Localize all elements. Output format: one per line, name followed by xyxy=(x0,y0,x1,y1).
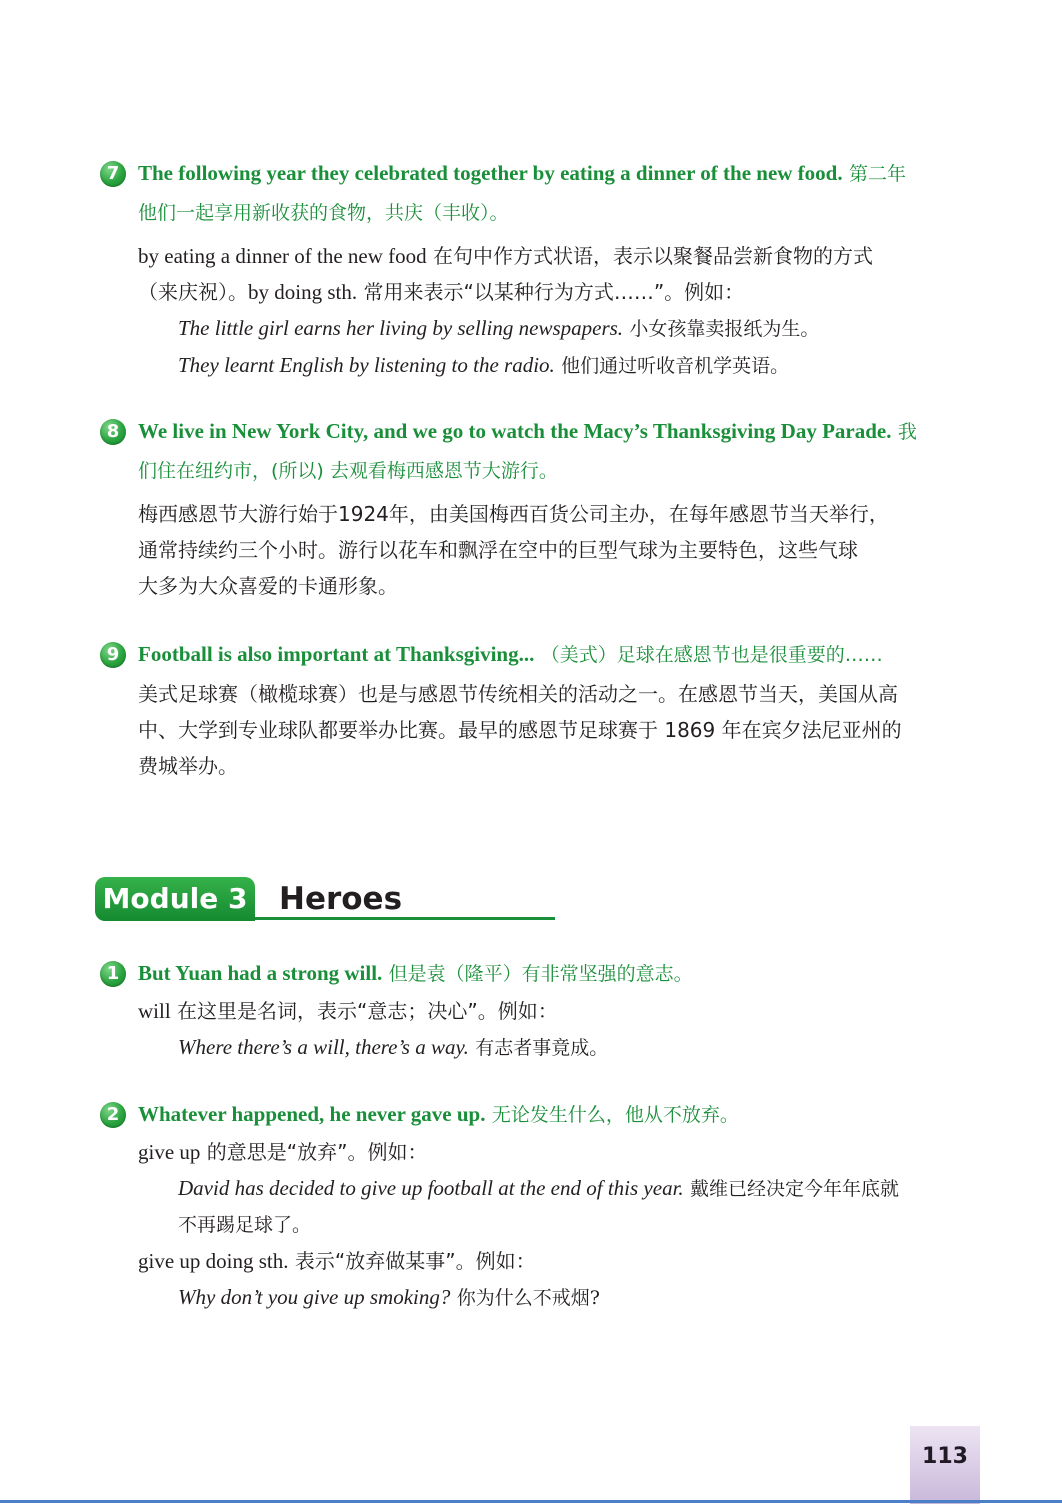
example-chinese: 有志者事竟成。 xyxy=(475,1037,609,1059)
body-chinese: 在句中作方式状语，表示以聚餐品尝新食物的方式 xyxy=(433,244,874,268)
note-body xyxy=(138,238,980,310)
body-line: 美式足球赛（橄榄球赛）也是与感恩节传统相关的活动之一。在感恩节当天，美国从高 xyxy=(138,682,898,706)
note-body xyxy=(138,1134,980,1170)
note-heading xyxy=(100,641,980,674)
note-body xyxy=(138,993,980,1029)
example-sentence xyxy=(178,1029,980,1066)
example-sentence xyxy=(178,1170,980,1207)
body-line xyxy=(138,274,980,310)
body-chinese: 在这里是名词，表示“意志；决心”。例如： xyxy=(177,999,558,1023)
body-chinese: （来庆祝）。 xyxy=(138,280,248,304)
example-sentence xyxy=(178,347,980,384)
example-chinese-cont: 不再踢足球了。 xyxy=(178,1214,312,1236)
example-english: David has decided to give up football at the end of this year. xyxy=(178,1176,684,1200)
body-line xyxy=(138,238,980,274)
heading-english: The following year they celebrated together by eating a dinner of the new food. xyxy=(138,161,843,185)
body-line: 中、大学到专业球队都要举办比赛。最早的感恩节足球赛于 1869 年在宾夕法尼亚州的 xyxy=(138,718,902,742)
example-chinese: 小女孩靠卖报纸为生。 xyxy=(629,318,820,340)
note-heading-text xyxy=(138,1095,739,1134)
heading-chinese: 第二年 xyxy=(848,163,906,185)
example-chinese: 他们通过听收音机学英语。 xyxy=(561,355,790,377)
heading-english: Football is also important at Thanksgiving... xyxy=(138,642,535,666)
note-heading-text xyxy=(138,635,883,674)
module-label: Module 3 xyxy=(95,877,255,921)
body-line: 费城举办。 xyxy=(138,754,238,778)
example-chinese: 戴维已经决定今年年底就 xyxy=(690,1178,900,1200)
note-number-badge: 9 xyxy=(100,642,126,668)
body-chinese: 表示“放弃做某事”。例如： xyxy=(294,1249,536,1273)
module-note-2 xyxy=(100,1101,980,1316)
note-number-badge: 2 xyxy=(100,1102,126,1128)
body-line: 梅西感恩节大游行始于1924年，由美国梅西百货公司主办，在每年感恩节当天举行， xyxy=(138,502,889,526)
module-title: Heroes xyxy=(279,881,403,917)
note-heading xyxy=(100,418,980,490)
body-english: give up doing sth. xyxy=(138,1249,289,1273)
note-7 xyxy=(100,160,980,384)
body-english: by eating a dinner of the new food xyxy=(138,244,427,268)
page-number: 113 xyxy=(910,1426,980,1504)
note-heading xyxy=(100,960,980,993)
example-english: Why don’t you give up smoking? xyxy=(178,1285,451,1309)
note-heading xyxy=(100,1101,980,1134)
example-sentence xyxy=(178,310,980,347)
heading-chinese-cont: 们住在纽约市，(所以) 去观看梅西感恩节大游行。 xyxy=(138,460,558,482)
note-body xyxy=(138,1243,980,1279)
heading-english: But Yuan had a strong will. xyxy=(138,961,383,985)
note-number-badge: 1 xyxy=(100,961,126,987)
example-english: They learnt English by listening to the radio. xyxy=(178,353,555,377)
body-english: will xyxy=(138,999,171,1023)
example-chinese: 你为什么不戒烟? xyxy=(456,1287,600,1309)
note-heading-text xyxy=(138,154,906,232)
note-number-badge: 8 xyxy=(100,419,126,445)
note-heading xyxy=(100,160,980,232)
heading-chinese-cont: 他们一起享用新收获的食物，共庆（丰收）。 xyxy=(138,202,509,224)
note-body xyxy=(138,496,980,604)
body-line: 大多为大众喜爱的卡通形象。 xyxy=(138,574,398,598)
body-line: 通常持续约三个小时。游行以花车和飘浮在空中的巨型气球为主要特色，这些气球 xyxy=(138,538,858,562)
bottom-rule xyxy=(0,1500,1062,1503)
body-english: by doing sth. xyxy=(248,280,358,304)
note-9 xyxy=(100,641,980,784)
body-chinese: 常用来表示“以某种行为方式……”。例如： xyxy=(363,280,745,304)
note-number-badge: 7 xyxy=(100,161,126,187)
body-english: give up xyxy=(138,1140,201,1164)
heading-chinese: 但是袁（隆平）有非常坚强的意志。 xyxy=(388,963,693,985)
module-header xyxy=(95,877,555,923)
note-8 xyxy=(100,418,980,604)
note-body xyxy=(138,676,980,784)
note-heading-text xyxy=(138,954,693,993)
body-chinese: 的意思是“放弃”。例如： xyxy=(206,1140,428,1164)
heading-chinese: 无论发生什么，他从不放弃。 xyxy=(491,1104,739,1126)
example-english: Where there’s a will, there’s a way. xyxy=(178,1035,469,1059)
example-sentence xyxy=(178,1279,980,1316)
note-heading-text xyxy=(138,412,917,490)
example-english: The little girl earns her living by selling newspapers. xyxy=(178,316,624,340)
heading-chinese: （美式）足球在感恩节也是很重要的…… xyxy=(540,644,883,666)
heading-english: We live in New York City, and we go to watch the Macy’s Thanksgiving Day Parade. xyxy=(138,419,892,443)
module-note-1 xyxy=(100,960,980,1066)
heading-english: Whatever happened, he never gave up. xyxy=(138,1102,486,1126)
heading-chinese: 我 xyxy=(897,421,917,443)
